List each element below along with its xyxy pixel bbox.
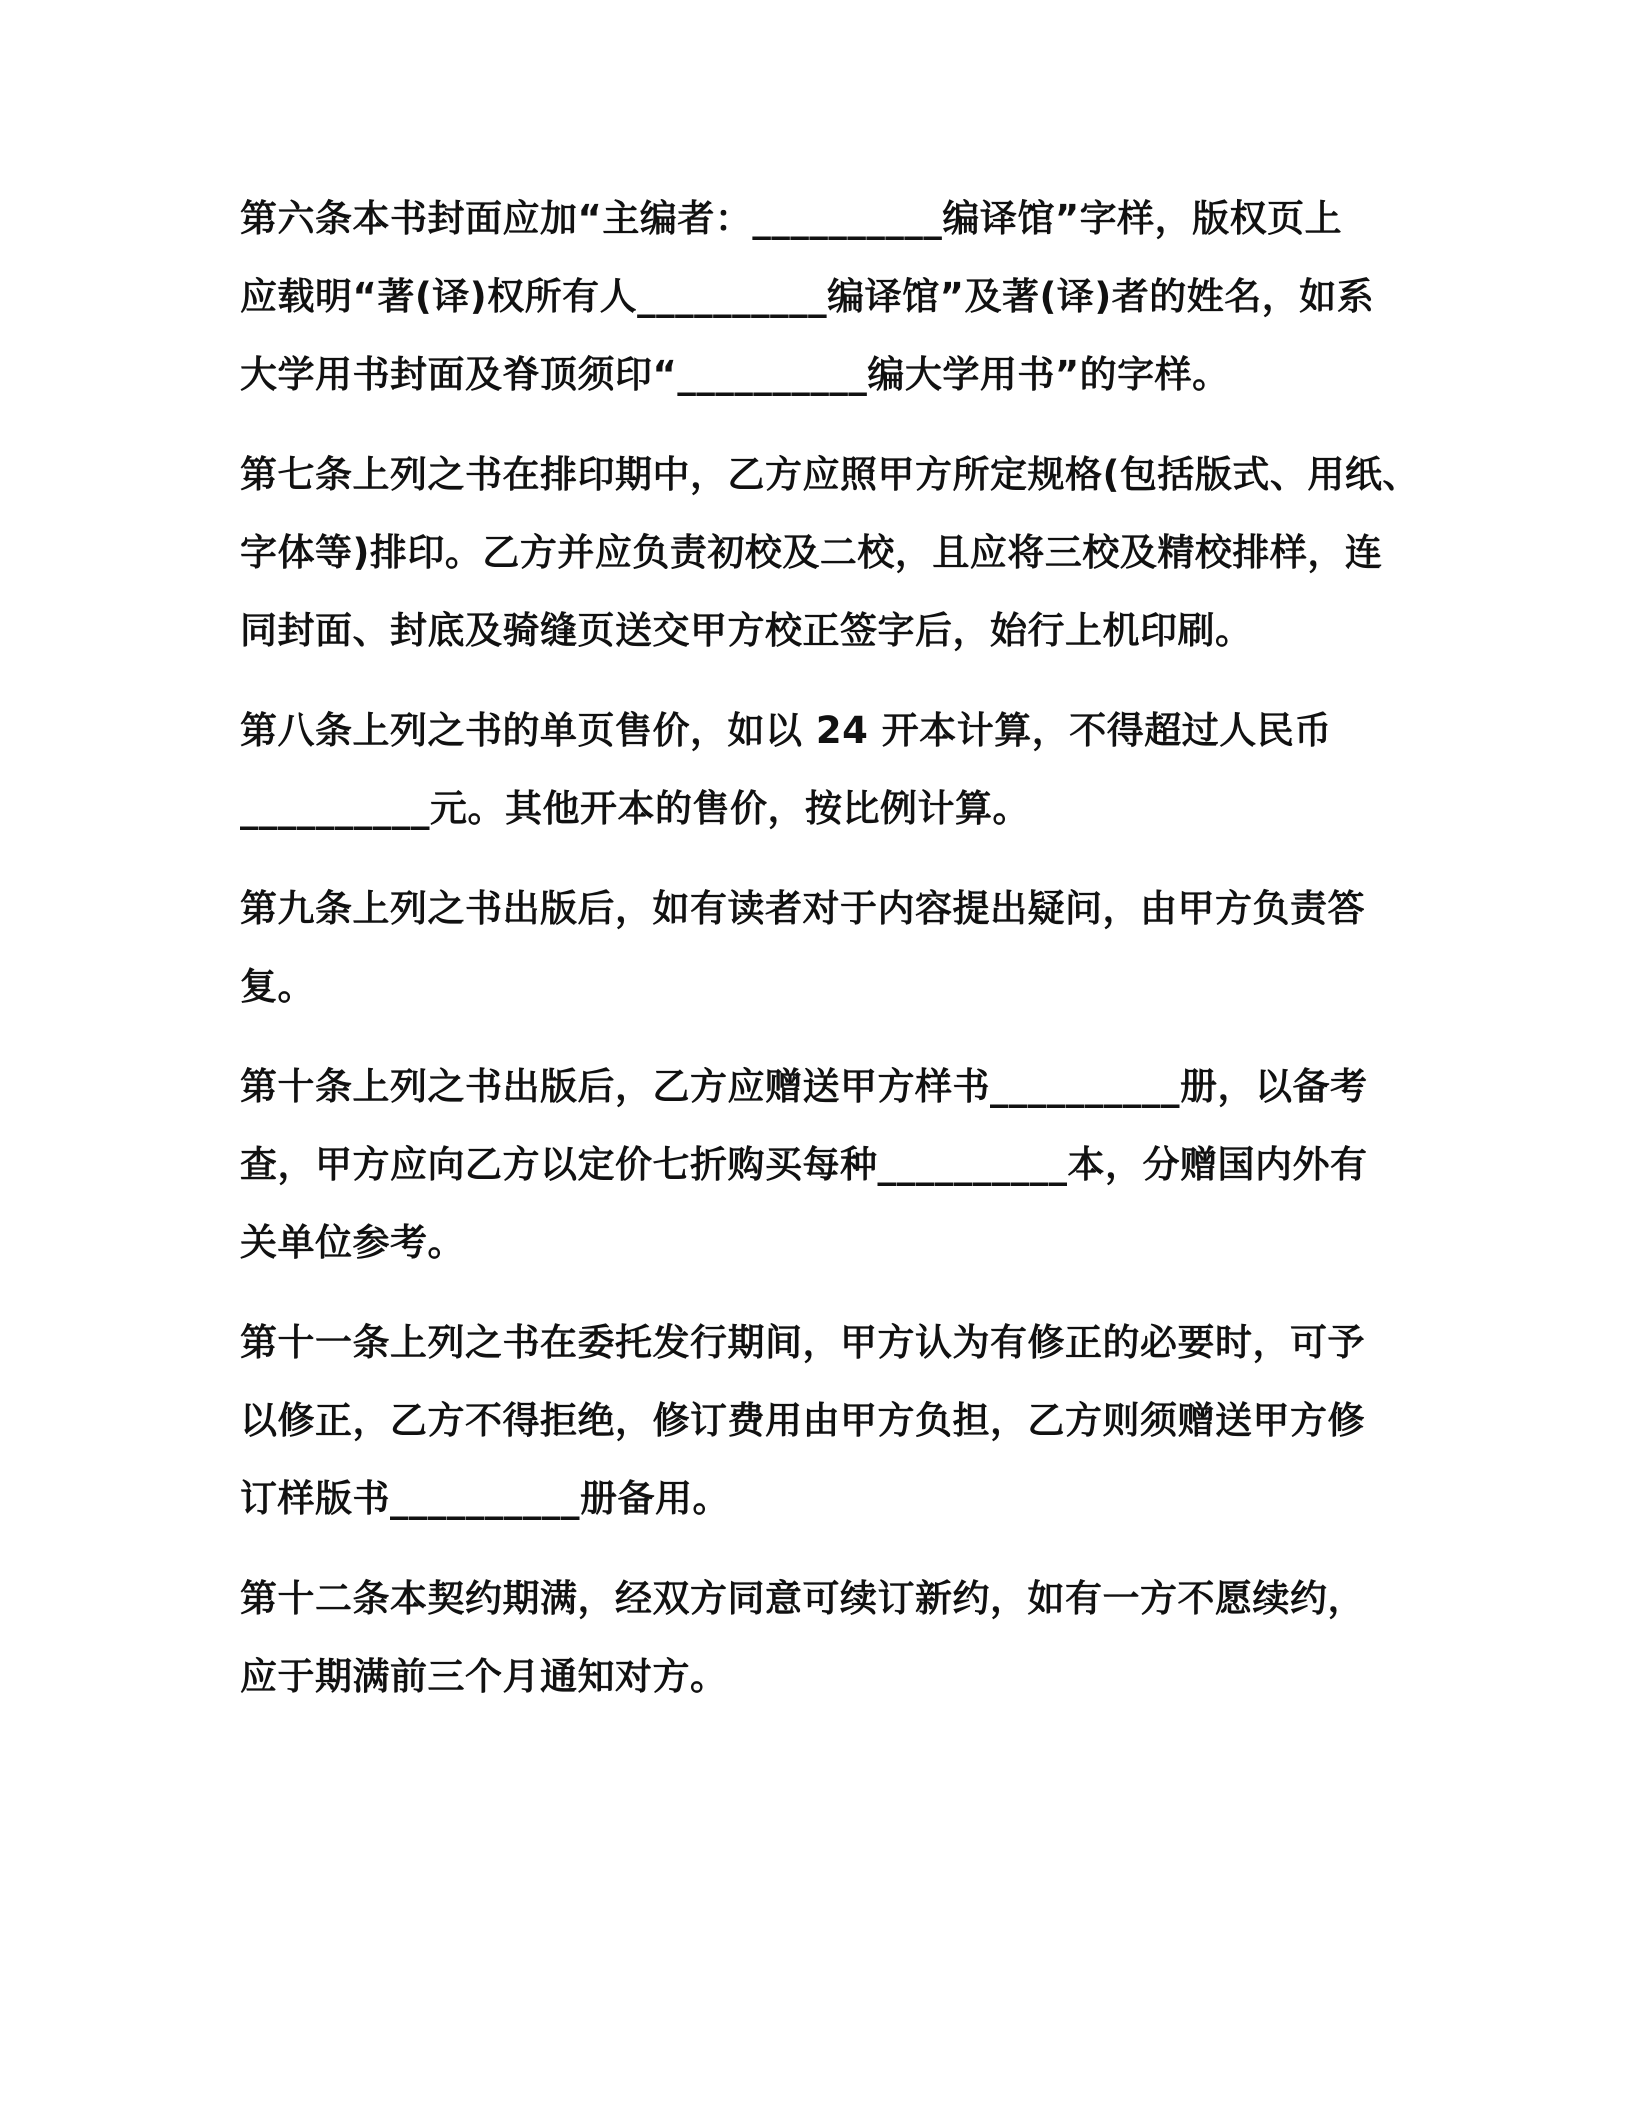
document-body <box>240 180 1420 1738</box>
article-line: 关单位参考。 <box>240 1221 465 1264</box>
article-line: __________元。其他开本的售价，按比例计算。 <box>240 787 1030 830</box>
article-line: 复。 <box>240 965 315 1008</box>
article-11 <box>240 1304 1400 1538</box>
article-line: 同封面、封底及骑缝页送交甲方校正签字后，始行上机印刷。 <box>240 609 1253 652</box>
article-line: 第八条上列之书的单页售价，如以 24 开本计算，不得超过人民币 <box>240 709 1332 752</box>
article-line: 第六条本书封面应加“主编者：__________编译馆”字样，版权页上 <box>240 197 1343 240</box>
article-line: 第七条上列之书在排印期中，乙方应照甲方所定规格(包括版式、用纸、 <box>240 453 1420 496</box>
article-line: 第十一条上列之书在委托发行期间，甲方认为有修正的必要时，可予 <box>240 1321 1365 1364</box>
article-line: 查，甲方应向乙方以定价七折购买每种__________本，分赠国内外有 <box>240 1143 1368 1186</box>
article-line: 以修正，乙方不得拒绝，修订费用由甲方负担，乙方则须赠送甲方修 <box>240 1399 1365 1442</box>
article-12 <box>240 1560 1400 1716</box>
article-line: 第九条上列之书出版后，如有读者对于内容提出疑问，由甲方负责答 <box>240 887 1365 930</box>
article-10 <box>240 1048 1400 1282</box>
article-line: 应载明“著(译)权所有人__________编译馆”及著(译)者的姓名，如系 <box>240 275 1375 318</box>
article-line: 字体等)排印。乙方并应负责初校及二校，且应将三校及精校排样，连 <box>240 531 1383 574</box>
article-7 <box>240 436 1420 670</box>
article-line: 订样版书__________册备用。 <box>240 1477 730 1520</box>
article-8 <box>240 692 1400 848</box>
article-6 <box>240 180 1400 414</box>
article-9 <box>240 870 1400 1026</box>
article-line: 大学用书封面及脊顶须印“__________编大学用书”的字样。 <box>240 353 1230 396</box>
article-line: 应于期满前三个月通知对方。 <box>240 1655 728 1698</box>
article-line: 第十条上列之书出版后，乙方应赠送甲方样书__________册，以备考 <box>240 1065 1368 1108</box>
article-line: 第十二条本契约期满，经双方同意可续订新约，如有一方不愿续约， <box>240 1577 1365 1620</box>
